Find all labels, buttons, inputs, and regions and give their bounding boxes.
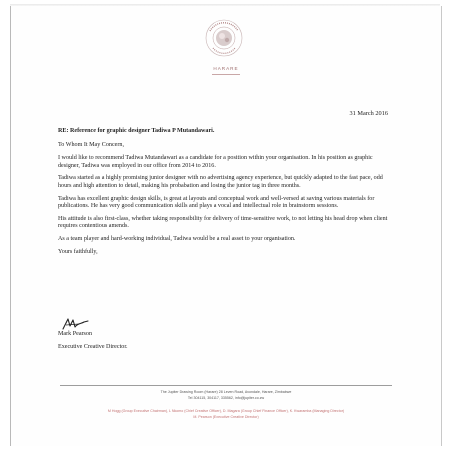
signer-title: Executive Creative Director.: [58, 344, 128, 351]
letter-salutation: To Whom It May Concern,: [58, 142, 124, 149]
letter-paragraph: I would like to recommend Tadiwa Mutandawari as a candidate for a position within your organisation. In his position as graphic designer, Tadiwa was employed in our office from 2014 to 2016.: [58, 155, 373, 169]
signature-icon: [62, 317, 90, 331]
letter-date: 31 March 2016: [349, 110, 388, 117]
letter-subject: RE: Reference for graphic designer Tadiwa P Mutandawari.: [58, 128, 215, 134]
footer-address: The Jupiter Drawing Room (Harare) 28 Leven Road, Avondale, Harare, Zimbabwe: [160, 390, 292, 394]
letter-closing: Yours faithfully,: [58, 248, 98, 255]
company-logo-icon: [204, 18, 244, 58]
letter-signoff: [58, 331, 258, 352]
footer-directors: M Hogg (Group Executive Chairman), L Nkomo (Chief Creative Officer), D. Magara (Group Chief Finance Officer), K. Kwaramba (Managing Director): [107, 409, 345, 413]
footer-directors-line2: M. Pearson (Executive Creative Director): [193, 415, 259, 419]
letter-paragraph: His attitude is also first-class, whether taking responsibility for delivery of time-sensitive work, to not letting his head drop when client requires contentious amends.: [58, 215, 388, 230]
letter-paragraph: Tadiwa started as a highly promising junior designer with no advertising agency experience, but quickly adapted to the fast pace, odd hours and high attention to detail, making his probabation and losing the junior tag in three months.: [58, 175, 383, 189]
letter-paragraph: As a team player and hard-working individual, Tadiwa would be a real asset to your organisation.: [58, 236, 296, 243]
letterhead-city: HARARE: [213, 66, 239, 71]
letterhead-divider: [212, 74, 240, 75]
footer-divider: [60, 385, 392, 386]
letter-paragraph: Tadiwa has excellent graphic design skills, is great at layouts and conceptual work and well-versed at saving various materials for publications. He has very good communication skills and plays a vocal and intellectual role in brainstorm sessions.: [58, 195, 375, 210]
footer-contact: Tel 304115, 304117, 335562, info@jupiter.co.zw: [187, 396, 265, 400]
letter-body: [58, 128, 392, 262]
signer-name: Mark Pearson: [58, 331, 93, 337]
